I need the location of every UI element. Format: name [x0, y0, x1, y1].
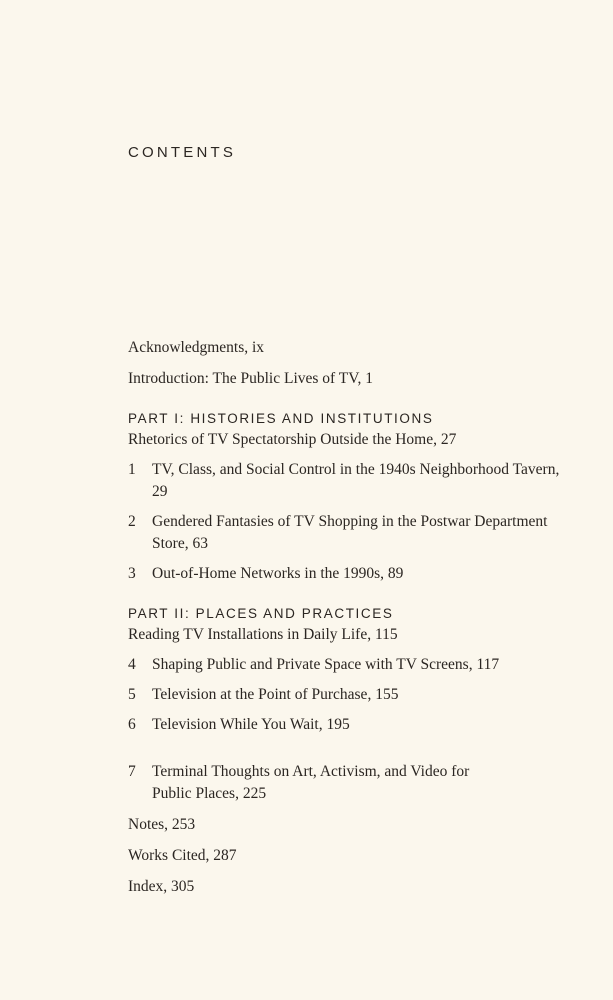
chapter-title: Terminal Thoughts on Art, Activism, and Video for Public Places, 225	[152, 763, 470, 802]
part-one-heading: PART I: HISTORIES AND INSTITUTIONS	[128, 411, 434, 426]
toc-chapter-1	[128, 459, 568, 503]
chapter-number: 3	[128, 565, 136, 582]
part-two-subtitle: Reading TV Installations in Daily Life, 115	[128, 626, 398, 643]
toc-chapter-3	[128, 563, 568, 585]
page-title: CONTENTS	[128, 144, 237, 161]
table-of-contents	[128, 337, 568, 898]
chapter-number: 7	[128, 763, 136, 780]
toc-chapter-4	[128, 654, 568, 676]
toc-entry-notes: Notes, 253	[128, 816, 196, 833]
chapter-title: Television While You Wait, 195	[152, 716, 350, 733]
toc-chapter-6	[128, 714, 568, 736]
toc-entry-introduction: Introduction: The Public Lives of TV, 1	[128, 370, 373, 387]
toc-entry-index: Index, 305	[128, 878, 195, 895]
chapter-number: 4	[128, 656, 136, 673]
toc-entry-acknowledgments: Acknowledgments, ix	[128, 339, 265, 356]
chapter-title: Out-of-Home Networks in the 1990s, 89	[152, 565, 404, 582]
toc-chapter-2	[128, 511, 568, 555]
chapter-title: Gendered Fantasies of TV Shopping in the Postwar Department Store, 63	[152, 513, 548, 552]
toc-chapter-7	[128, 761, 488, 805]
chapter-title: TV, Class, and Social Control in the 1940s Neighborhood Tavern, 29	[152, 461, 560, 500]
part-one-subtitle: Rhetorics of TV Spectatorship Outside the Home, 27	[128, 431, 457, 448]
chapter-number: 5	[128, 686, 136, 703]
chapter-title: Shaping Public and Private Space with TV Screens, 117	[152, 656, 500, 673]
part-two-heading: PART II: PLACES AND PRACTICES	[128, 606, 394, 621]
chapter-title: Television at the Point of Purchase, 155	[152, 686, 399, 703]
toc-entry-works-cited: Works Cited, 287	[128, 847, 237, 864]
chapter-number: 6	[128, 716, 136, 733]
chapter-number: 1	[128, 461, 136, 478]
toc-chapter-5	[128, 684, 568, 706]
chapter-number: 2	[128, 513, 136, 530]
